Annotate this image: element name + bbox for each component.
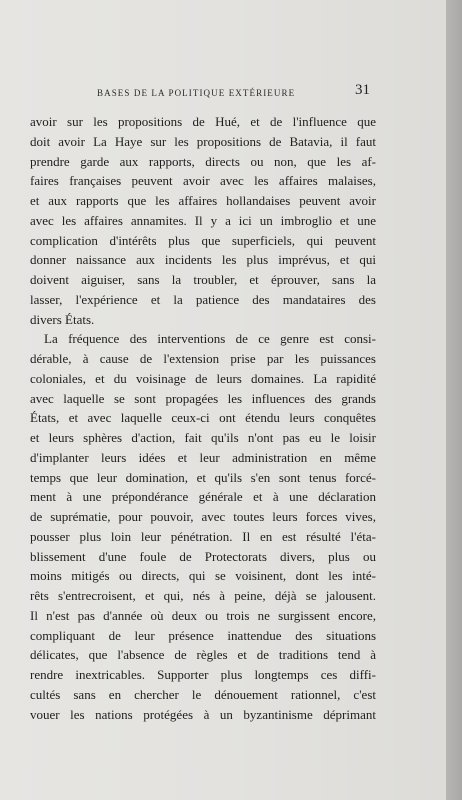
text-line: rêts s'entrecroisent, et qui, nés à peine, déjà se jalousent. [30, 588, 376, 603]
page-header [0, 82, 446, 104]
text-line: délicates, que l'absence de règles et de traditions tend à [30, 647, 376, 663]
text-line: temps que leur domination, et qu'ils s'en sont tenus forcé- [30, 469, 376, 485]
text-line: avec les affaires annamites. Il y a ici un imbroglio et une [30, 212, 376, 228]
text-line: rendre inextricables. Supporter plus longtemps ces diffi- [30, 667, 376, 682]
text-line: d'implanter leurs idées et leur administration en même [30, 449, 376, 465]
body-text [30, 112, 376, 724]
running-head: BASES DE LA POLITIQUE EXTÉRIEURE [97, 88, 296, 98]
text-line: divers États. [30, 311, 95, 327]
text-line: avec laquelle se sont propagées les influences des grands [30, 390, 376, 406]
text-line: et leurs sphères d'action, fait qu'ils n'ont pas eu le loisir [30, 430, 376, 445]
text-line: complication d'intérêts plus que superficiels, qui peuvent [30, 232, 376, 248]
text-line: États, et avec laquelle ceux-ci ont étendu leurs conquêtes [30, 410, 376, 426]
text-line: avoir sur les propositions de Hué, et de l'influence que [30, 114, 376, 129]
text-line: coloniales, et du voisinage de leurs domaines. La rapidité [30, 370, 376, 386]
paragraph-start-line: La fréquence des interventions de ce genre est consi- [44, 331, 376, 347]
text-line: lasser, l'expérience et la patience des mandataires des [30, 291, 376, 307]
text-line: doit avoir La Haye sur les propositions de Batavia, il faut [30, 133, 376, 149]
text-line: dérable, à cause de l'extension prise par les puissances [30, 351, 376, 366]
text-line: Il n'est pas d'année où deux ou trois ne surgissent encore, [30, 607, 376, 623]
page-edge-shadow [446, 0, 462, 800]
text-line: donner naissance aux incidents les plus imprévus, et qui [30, 252, 376, 268]
text-line: vouer les nations protégées à un byzantinisme déprimant [30, 706, 376, 722]
text-line: pousser plus loin leur pénétration. Il en est résulté l'éta- [30, 528, 376, 544]
text-line: blissement d'une foule de Protectorats divers, plus ou [30, 548, 376, 564]
text-line: moins mitigés ou directs, qui se voisinent, dont les inté- [30, 568, 376, 584]
text-line: compliquant de leur présence inattendue des situations [30, 627, 376, 643]
text-line: doivent aiguiser, sans la troubler, et éprouver, sans la [30, 272, 376, 287]
text-line: ment à une prépondérance générale et à une déclaration [30, 489, 376, 505]
text-line: et aux rapports que les affaires hollandaises peuvent avoir [30, 193, 376, 208]
text-line: prendre garde aux rapports, directs ou non, que les af- [30, 153, 376, 169]
text-line: de suprématie, pour pouvoir, avec toutes leurs forces vives, [30, 509, 376, 524]
text-line: faires françaises peuvent avoir avec les affaires malaises, [30, 173, 376, 189]
text-line: cultés sans en chercher le dénouement rationnel, c'est [30, 686, 376, 702]
page-number: 31 [355, 82, 370, 98]
